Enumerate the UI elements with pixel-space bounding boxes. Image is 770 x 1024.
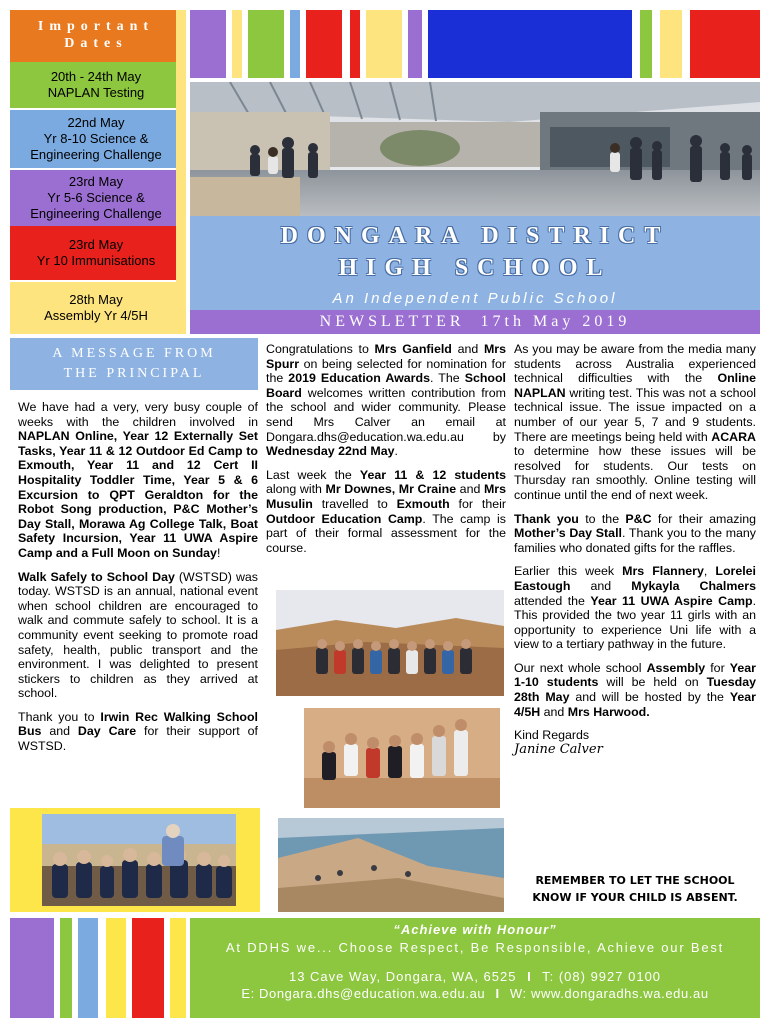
date-item-date: 22nd May: [67, 115, 125, 130]
color-bar-red-wide: [690, 10, 760, 78]
camp-gorge-illustration: [276, 590, 504, 696]
date-item-assembly: [10, 282, 182, 334]
school-courtyard-illustration: [190, 82, 760, 216]
paragraph-walk-safely: Walk Safely to School Day (WSTSD) was today. WSTSD is an annual, national event when school children are encouraged to walk and commute safely to school. It is a community event seeking to promote road safety, health, public transport and the environment. I was delighted to present stickers to children as they arrived at school.: [18, 569, 258, 701]
footer-bar-yellow-2: [170, 918, 186, 1018]
footer-bar-blue: [78, 918, 98, 1018]
paragraph-busy-weeks: We have had a very, very busy couple of weeks with the children involved in NAPLAN Online, Year 12 Externally Set Tasks, Year 11 & 12 Outdoor Ed Camp to Exmouth, Year 11 and 12 Cert II Hospitality Toddler Time, Year 5 & 6 Excursion to QPT Geraldton for the Robot Song production, P&C Mother’s Day Stall, Morawa Ag College Talk, Boat Safety Incursion, Year 11 UWA Aspire Camp and a Full Moon on Sunday!: [18, 400, 258, 560]
camp-photo-group: [304, 708, 500, 808]
kind-regards: Kind Regards: [514, 728, 590, 743]
masthead: [190, 216, 760, 310]
newsletter-date-bar: NEWSLETTER 17th May 2019: [190, 310, 760, 334]
camp-photo-beach: [278, 818, 504, 912]
date-item-science-5-6: [10, 170, 182, 226]
date-item-desc: Yr 5-6 Science &: [47, 190, 145, 205]
article-column-1: [18, 400, 258, 763]
principal-heading-line1: A MESSAGE FROM: [52, 346, 216, 361]
paragraph-thanks-pc: Thank you to the P&C for their amazing Mother’s Day Stall. Thank you to the many families who donated gifts for the raffles.: [514, 511, 756, 555]
principal-heading-line2: THE PRINCIPAL: [63, 366, 205, 381]
color-bar-purple: [190, 10, 226, 78]
date-item-desc: Yr 10 Immunisations: [36, 253, 156, 268]
date-item-desc: NAPLAN Testing: [47, 85, 145, 100]
principal-signature: Janine Calver: [514, 741, 603, 757]
date-item-naplan: [10, 62, 182, 108]
article-column-2: [266, 342, 506, 564]
date-item-desc: Assembly Yr 4/5H: [44, 308, 148, 323]
color-bar-green-thin: [640, 10, 652, 78]
color-bar-red: [306, 10, 342, 78]
principal-message-heading: [10, 338, 258, 390]
school-email[interactable]: E: Dongara.dhs@education.wa.edu.au: [241, 986, 486, 1001]
walk-to-school-photo: [42, 814, 236, 906]
paragraph-outdoor-camp: Last week the Year 11 & 12 students along with Mr Downes, Mr Craine and Mrs Musulin travelled to Exmouth for their Outdoor Education Camp. The camp is part of their formal assessment for the course.: [266, 467, 506, 555]
date-item-date: 20th - 24th May: [50, 69, 142, 84]
footer-bar-green: [60, 918, 72, 1018]
date-item-date: 23rd May: [68, 237, 124, 252]
date-item-desc: Engineering Challenge: [30, 147, 162, 162]
school-website[interactable]: W: www.dongaradhs.wa.edu.au: [509, 986, 709, 1001]
absence-reminder-line1: REMEMBER TO LET THE SCHOOL: [535, 874, 735, 887]
paragraph-naplan-issues: As you may be aware from the media many students across Australia experienced technical difficulties with the Online NAPLAN writing test. This was not a school technical issue. The issue impacted on a number of our year 5, 7 and 9 students. There are meetings being held with ACARA to determine how these issues will be resolved for students. Our tests on Thursday ran smoothly. Online testing will continue until the end of next week.: [514, 342, 756, 502]
article-column-3: [514, 342, 756, 757]
camp-group-illustration: [304, 708, 500, 808]
color-bar-yellow: [232, 10, 242, 78]
color-bar-royal-blue: [428, 10, 632, 78]
footer-bar-red: [132, 918, 164, 1018]
school-values: At DDHS we... Choose Respect, Be Responsible, Achieve our Best: [225, 940, 725, 955]
footer-bar-yellow: [106, 918, 126, 1018]
color-bar-yellow-2: [660, 10, 682, 78]
date-item-desc: Engineering Challenge: [30, 206, 162, 221]
walk-to-school-illustration: [42, 814, 236, 906]
camp-beach-illustration: [278, 818, 504, 912]
school-name-line1: DONGARA DISTRICT: [280, 223, 670, 249]
school-tagline: An Independent Public School: [332, 290, 618, 307]
color-bar-purple-thin: [408, 10, 422, 78]
paragraph-uwa-aspire: Earlier this week Mrs Flannery, Lorelei Eastough and Mykayla Chalmers attended the Year 11 UWA Aspire Camp. This provided the two year 11 girls with an opportunity to experience Uni life with a view to a tertiary pathway in the future.: [514, 564, 757, 652]
color-bar-green: [248, 10, 284, 78]
school-address: 13 Cave Way, Dongara, WA, 6525: [288, 969, 517, 984]
important-dates-line1: Important: [37, 19, 155, 34]
school-motto: “Achieve with Honour”: [393, 922, 557, 937]
date-item-date: 28th May: [69, 292, 123, 307]
absence-reminder: [514, 872, 756, 906]
absence-reminder-line2: KNOW IF YOUR CHILD IS ABSENT.: [532, 891, 738, 904]
color-bar-blue-thin: [290, 10, 300, 78]
date-item-desc: Yr 8-10 Science &: [43, 131, 149, 146]
important-dates-line2: Dates: [64, 36, 128, 51]
important-dates-header: [10, 10, 182, 62]
sidebar-accent-strip: [176, 10, 186, 334]
color-bar-red-thin: [350, 10, 360, 78]
separator: I: [495, 986, 500, 1001]
date-item-date: 23rd May: [68, 174, 124, 189]
camp-photo-gorge: [276, 590, 504, 696]
date-item-science-8-10: [10, 110, 182, 168]
school-phone: T: (08) 9927 0100: [542, 969, 662, 984]
footer-address-line: [190, 969, 760, 984]
school-courtyard-photo: [190, 82, 760, 216]
paragraph-assembly: Our next whole school Assembly for Year 1-10 students will be held on Tuesday 28th May and will be hosted by the Year 4/5H and Mrs Harwood.: [514, 660, 756, 719]
paragraph-congratulations: Congratulations to Mrs Ganfield and Mrs Spurr on being selected for nomination for the 2019 Education Awards. The School Board welcomes written contribution from the school and wider community. Please send Mrs Calver an email at Dongara.dhs@education.wa.edu.au by Wednesday 22nd May.: [266, 342, 506, 459]
color-bar-yellow-wide: [366, 10, 402, 78]
date-item-immunisations: [10, 226, 182, 280]
paragraph-thanks-irwin: Thank you to Irwin Rec Walking School Bus and Day Care for their support of WSTSD.: [18, 709, 258, 754]
school-name-line2: HIGH SCHOOL: [338, 255, 612, 281]
footer-bar-purple: [10, 918, 54, 1018]
footer: [190, 918, 760, 1018]
separator: I: [527, 969, 532, 984]
footer-contact-line: [190, 986, 760, 1001]
